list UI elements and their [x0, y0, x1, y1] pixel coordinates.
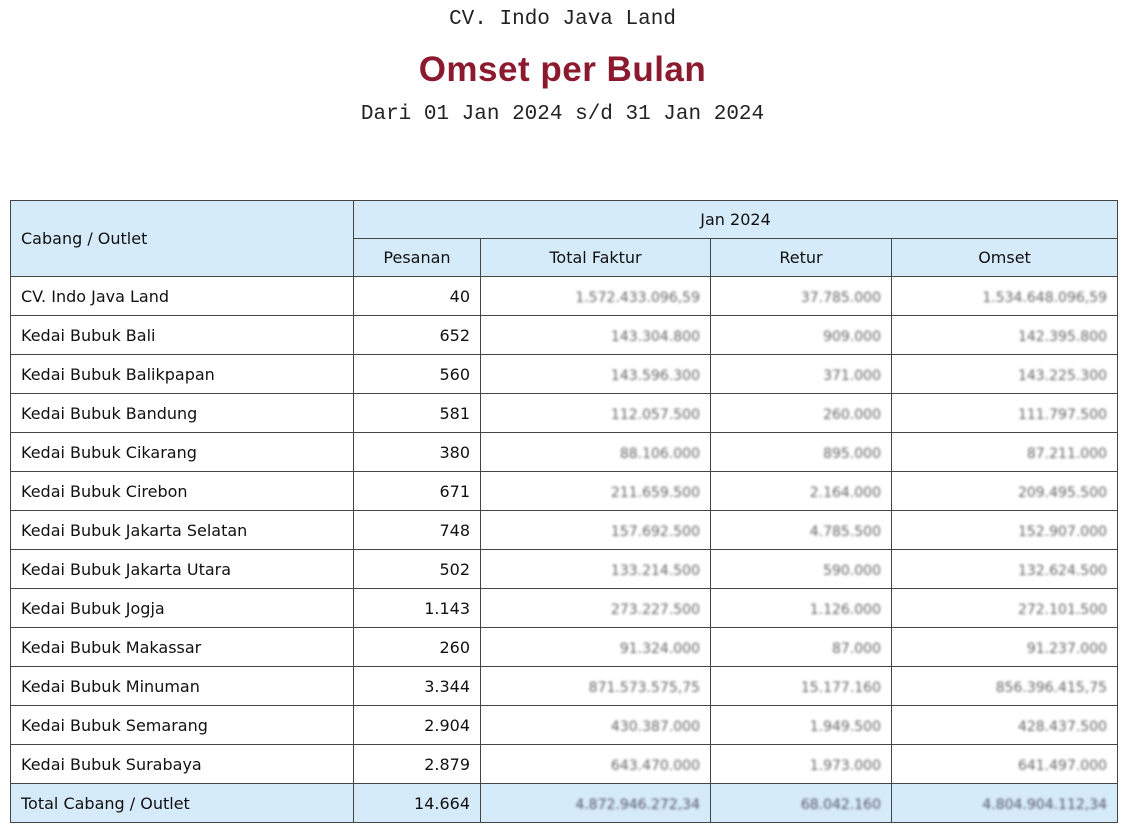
table-row — [11, 394, 1118, 433]
returns-value: 1.973.000 — [711, 745, 892, 784]
outlet-name: Kedai Bubuk Cirebon — [11, 472, 354, 511]
outlet-name: Kedai Bubuk Bali — [11, 316, 354, 355]
returns-value: 37.785.000 — [711, 277, 892, 316]
revenue-value: 152.907.000 — [892, 511, 1118, 550]
orders-value: 260 — [354, 628, 481, 667]
outlet-name: Kedai Bubuk Minuman — [11, 667, 354, 706]
table-row — [11, 355, 1118, 394]
orders-value: 40 — [354, 277, 481, 316]
revenue-value: 91.237.000 — [892, 628, 1118, 667]
table-row — [11, 589, 1118, 628]
table-row — [11, 550, 1118, 589]
revenue-value: 209.495.500 — [892, 472, 1118, 511]
total-orders: 14.664 — [354, 784, 481, 823]
outlet-name: Kedai Bubuk Jogja — [11, 589, 354, 628]
returns-value: 895.000 — [711, 433, 892, 472]
returns-value: 371.000 — [711, 355, 892, 394]
returns-value: 1.949.500 — [711, 706, 892, 745]
total-row — [11, 784, 1118, 823]
table-row — [11, 667, 1118, 706]
invoice-total-value: 1.572.433.096,59 — [481, 277, 711, 316]
revenue-value: 1.534.648.096,59 — [892, 277, 1118, 316]
returns-value: 15.177.160 — [711, 667, 892, 706]
revenue-value: 856.396.415,75 — [892, 667, 1118, 706]
orders-value: 2.904 — [354, 706, 481, 745]
table-row — [11, 277, 1118, 316]
table-row — [11, 628, 1118, 667]
invoice-total-value: 133.214.500 — [481, 550, 711, 589]
returns-value: 590.000 — [711, 550, 892, 589]
table-row — [11, 433, 1118, 472]
invoice-total-value: 143.304.800 — [481, 316, 711, 355]
revenue-value: 132.624.500 — [892, 550, 1118, 589]
total-returns: 68.042.160 — [711, 784, 892, 823]
orders-value: 380 — [354, 433, 481, 472]
orders-value: 3.344 — [354, 667, 481, 706]
orders-value: 748 — [354, 511, 481, 550]
orders-value: 671 — [354, 472, 481, 511]
orders-value: 581 — [354, 394, 481, 433]
invoice-total-value: 143.596.300 — [481, 355, 711, 394]
invoice-total-value: 88.106.000 — [481, 433, 711, 472]
revenue-table — [10, 200, 1118, 823]
total-label: Total Cabang / Outlet — [11, 784, 354, 823]
revenue-value: 143.225.300 — [892, 355, 1118, 394]
revenue-value: 272.101.500 — [892, 589, 1118, 628]
outlet-name: Kedai Bubuk Semarang — [11, 706, 354, 745]
table-row — [11, 472, 1118, 511]
orders-value: 652 — [354, 316, 481, 355]
returns-value: 909.000 — [711, 316, 892, 355]
outlet-name: Kedai Bubuk Surabaya — [11, 745, 354, 784]
table-body — [11, 277, 1118, 823]
orders-value: 502 — [354, 550, 481, 589]
invoice-total-value: 112.057.500 — [481, 394, 711, 433]
orders-value: 560 — [354, 355, 481, 394]
returns-value: 1.126.000 — [711, 589, 892, 628]
revenue-value: 641.497.000 — [892, 745, 1118, 784]
table-row — [11, 316, 1118, 355]
returns-value: 2.164.000 — [711, 472, 892, 511]
invoice-total-value: 91.324.000 — [481, 628, 711, 667]
returns-value: 87.000 — [711, 628, 892, 667]
outlet-name: Kedai Bubuk Jakarta Utara — [11, 550, 354, 589]
company-name: CV. Indo Java Land — [449, 8, 676, 31]
header-month: Jan 2024 — [354, 201, 1118, 239]
revenue-value: 142.395.800 — [892, 316, 1118, 355]
returns-value: 4.785.500 — [711, 511, 892, 550]
invoice-total-value: 273.227.500 — [481, 589, 711, 628]
outlet-name: Kedai Bubuk Balikpapan — [11, 355, 354, 394]
outlet-name: Kedai Bubuk Jakarta Selatan — [11, 511, 354, 550]
header-returns: Retur — [711, 239, 892, 277]
header-invoice-total: Total Faktur — [481, 239, 711, 277]
report-period: Dari 01 Jan 2024 s/d 31 Jan 2024 — [360, 103, 765, 126]
invoice-total-value: 643.470.000 — [481, 745, 711, 784]
revenue-value: 111.797.500 — [892, 394, 1118, 433]
total-invoice: 4.872.946.272,34 — [481, 784, 711, 823]
header-revenue: Omset — [892, 239, 1118, 277]
invoice-total-value: 211.659.500 — [481, 472, 711, 511]
table-row — [11, 706, 1118, 745]
header-orders: Pesanan — [354, 239, 481, 277]
invoice-total-value: 157.692.500 — [481, 511, 711, 550]
outlet-name: Kedai Bubuk Cikarang — [11, 433, 354, 472]
invoice-total-value: 430.387.000 — [481, 706, 711, 745]
revenue-value: 87.211.000 — [892, 433, 1118, 472]
outlet-name: CV. Indo Java Land — [11, 277, 354, 316]
report-title: Omset per Bulan — [418, 50, 707, 89]
table-row — [11, 511, 1118, 550]
orders-value: 2.879 — [354, 745, 481, 784]
table-row — [11, 745, 1118, 784]
orders-value: 1.143 — [354, 589, 481, 628]
invoice-total-value: 871.573.575,75 — [481, 667, 711, 706]
outlet-name: Kedai Bubuk Makassar — [11, 628, 354, 667]
returns-value: 260.000 — [711, 394, 892, 433]
header-outlet: Cabang / Outlet — [11, 201, 354, 277]
total-revenue: 4.804.904.112,34 — [892, 784, 1118, 823]
revenue-value: 428.437.500 — [892, 706, 1118, 745]
outlet-name: Kedai Bubuk Bandung — [11, 394, 354, 433]
